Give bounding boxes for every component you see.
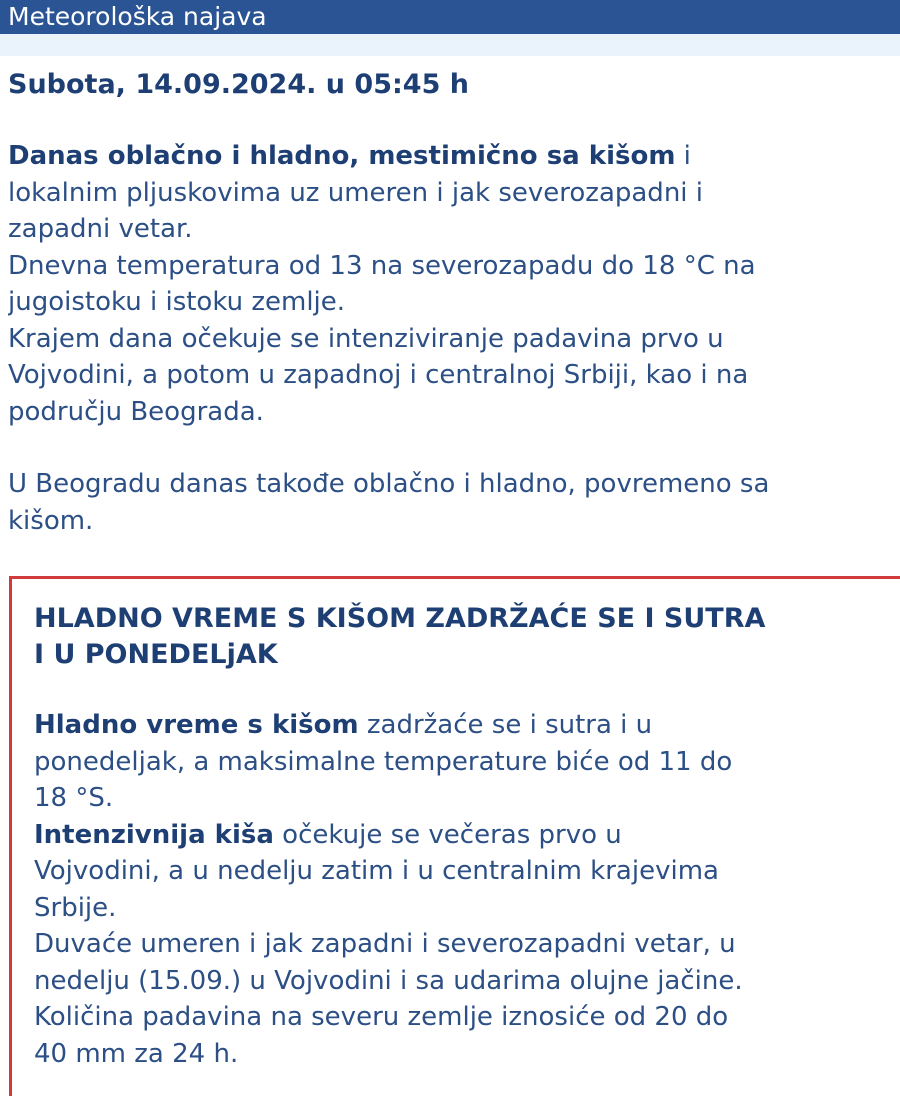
warning-box: [9, 576, 900, 1096]
warning-line: Količina padavina na severu zemlje iznosiće od 20 do: [34, 1002, 729, 1032]
forecast-line-text: i: [675, 141, 691, 171]
warning-line: Duvaće umeren i jak zapadni i severozapadni vetar, u: [34, 929, 736, 959]
forecast-line: području Beograda.: [8, 396, 264, 427]
warning-lead-bold: Intenzivnija kiša: [34, 819, 274, 850]
forecast-line: Krajem dana očekuje se intenziviranje padavina prvo u: [8, 323, 724, 354]
forecast-date: Subota, 14.09.2024. u 05:45 h: [8, 69, 469, 100]
header-strip: [0, 34, 900, 56]
forecast-headline: Danas oblačno i hladno, mestimično sa kišom: [8, 141, 676, 171]
warning-title: [34, 601, 894, 673]
warning-line: [34, 707, 900, 744]
warning-line-text: očekuje se večeras prvo u: [273, 819, 622, 850]
header-title: Meteorološka najava: [8, 2, 267, 31]
forecast-line: jugoistoku i istoku zemlje.: [8, 287, 346, 317]
forecast-line: lokalnim pljuskovima uz umeren i jak severozapadni i: [8, 177, 704, 208]
warning-line: Srbije.: [34, 892, 117, 923]
warning-line: [34, 817, 900, 854]
warning-body: [34, 707, 900, 1072]
forecast-line: Dnevna temperatura od 13 na severozapadu do 18 °C na: [8, 250, 756, 281]
warning-line-text: zadržaće se i sutra i u: [358, 710, 653, 740]
forecast-line: zapadni vetar.: [8, 214, 193, 244]
forecast-text: [8, 138, 900, 539]
belgrade-line: U Beogradu danas takođe oblačno i hladno, povremeno sa: [8, 469, 770, 499]
warning-line: 40 mm za 24 h.: [34, 1038, 239, 1069]
warning-line: ponedeljak, a maksimalne temperature biće od 11 do: [34, 746, 733, 777]
paragraph-gap: [8, 430, 900, 466]
forecast-line: Vojvodini, a potom u zapadnoj i centralnoj Srbiji, kao i na: [8, 360, 749, 390]
warning-title-line: HLADNO VREME S KIŠOM ZADRŽAĆE SE I SUTRA: [34, 603, 766, 634]
warning-line: Vojvodini, a u nedelju zatim i u centralnim krajevima: [34, 856, 719, 886]
warning-line: 18 °S.: [34, 783, 114, 813]
warning-line: nedelju (15.09.) u Vojvodini i sa udarima olujne jačine.: [34, 965, 743, 996]
warning-lead-bold: Hladno vreme s kišom: [34, 710, 359, 740]
page-header: [0, 0, 900, 34]
warning-title-line: I U PONEDELjAK: [34, 639, 278, 670]
belgrade-line: kišom.: [8, 505, 94, 536]
forecast-line: [8, 138, 900, 175]
